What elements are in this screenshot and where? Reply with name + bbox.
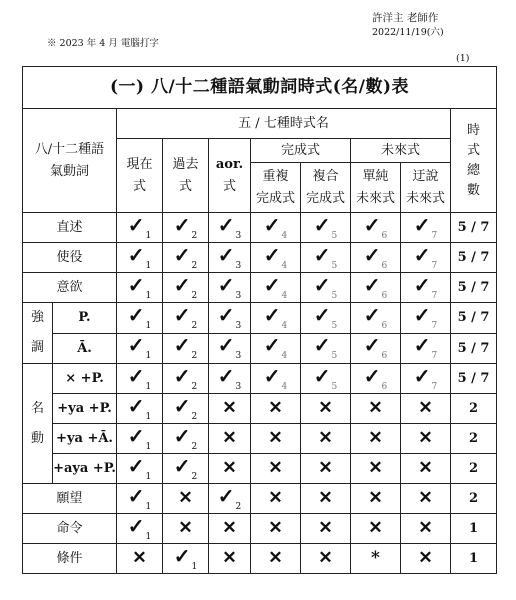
table-cell <box>209 484 251 514</box>
table-cell <box>163 484 209 514</box>
table-cell <box>209 333 251 364</box>
cross-mark: ✕ <box>222 428 237 448</box>
table-cell <box>163 514 209 544</box>
cross-mark: ✕ <box>318 458 333 478</box>
cross-mark: ✕ <box>368 488 383 508</box>
check-mark: $✓_3$ <box>217 363 242 392</box>
check-mark: $✓_4$ <box>263 212 288 241</box>
table-cell <box>117 454 163 484</box>
check-subscript: 6 <box>381 260 388 271</box>
check-subscript: 1 <box>145 471 152 482</box>
table-row <box>23 273 497 303</box>
row-label: 使役 <box>23 243 117 273</box>
cross-mark: ✕ <box>368 458 383 478</box>
check-mark: $✓_5$ <box>313 363 338 392</box>
total-count: 2 <box>451 454 497 484</box>
table-cell <box>163 454 209 484</box>
check-mark: $✓_3$ <box>217 333 242 362</box>
check-subscript: 2 <box>191 381 198 392</box>
table-cell <box>351 454 401 484</box>
tense-table <box>22 66 497 574</box>
table-cell <box>251 333 301 364</box>
check-mark: $✓_3$ <box>217 242 242 271</box>
table-cell <box>117 213 163 243</box>
check-mark: $✓_7$ <box>413 333 438 362</box>
check-mark: $✓_1$ <box>127 333 152 362</box>
table-cell <box>163 544 209 574</box>
table-cell <box>401 424 451 454</box>
table-cell <box>401 243 451 273</box>
check-subscript: 2 <box>191 441 198 452</box>
check-subscript: 1 <box>145 441 152 452</box>
cross-mark: ✕ <box>318 488 333 508</box>
asterisk-mark: * <box>371 548 380 568</box>
check-mark: $✓_1$ <box>173 543 198 572</box>
check-mark: $✓_7$ <box>413 212 438 241</box>
check-mark: $✓_2$ <box>173 363 198 392</box>
cross-mark: ✕ <box>418 518 433 538</box>
cross-mark: ✕ <box>318 548 333 568</box>
check-subscript: 1 <box>145 411 152 422</box>
col-past: 過去 式 <box>163 139 209 213</box>
check-mark: $✓_6$ <box>363 302 388 331</box>
table-cell <box>401 544 451 574</box>
table-cell <box>301 544 351 574</box>
check-subscript: 3 <box>235 320 242 331</box>
table-cell <box>301 243 351 273</box>
check-mark: $✓_2$ <box>173 423 198 452</box>
check-mark: $✓_1$ <box>127 513 152 542</box>
check-mark: $✓_7$ <box>413 242 438 271</box>
cross-mark: ✕ <box>222 518 237 538</box>
cross-mark: ✕ <box>132 548 147 568</box>
check-mark: $✓_6$ <box>363 363 388 392</box>
table-cell <box>251 213 301 243</box>
check-subscript: 7 <box>431 260 438 271</box>
check-mark: $✓_1$ <box>127 393 152 422</box>
row-label: 命令 <box>23 514 117 544</box>
table-row <box>23 303 497 334</box>
table-title: (一) 八/十二種語氣動詞時式(名/數)表 <box>23 67 497 109</box>
check-mark: $✓_4$ <box>263 363 288 392</box>
cross-mark: ✕ <box>368 518 383 538</box>
total-count: 5 / 7 <box>451 273 497 303</box>
total-count: 2 <box>451 424 497 454</box>
check-mark: $✓_1$ <box>127 453 152 482</box>
table-cell <box>351 424 401 454</box>
table-row <box>23 333 497 364</box>
row-label: P. <box>53 303 117 334</box>
check-subscript: 5 <box>331 381 338 392</box>
table-cell <box>401 454 451 484</box>
table-cell <box>209 514 251 544</box>
table-cell <box>401 333 451 364</box>
total-count: 2 <box>451 394 497 424</box>
col-aorist: aor. 式 <box>209 139 251 213</box>
check-subscript: 4 <box>281 260 288 271</box>
check-subscript: 1 <box>145 260 152 271</box>
check-mark: $✓_1$ <box>127 363 152 392</box>
total-count: 5 / 7 <box>451 213 497 243</box>
total-count: 5 / 7 <box>451 243 497 273</box>
check-subscript: 1 <box>145 351 152 362</box>
check-subscript: 5 <box>331 351 338 362</box>
table-cell <box>209 364 251 394</box>
check-mark: $✓_2$ <box>173 333 198 362</box>
table-cell <box>401 273 451 303</box>
check-subscript: 4 <box>281 381 288 392</box>
total-count: 1 <box>451 514 497 544</box>
table-cell <box>401 364 451 394</box>
check-subscript: 4 <box>281 230 288 241</box>
check-mark: $✓_6$ <box>363 333 388 362</box>
check-subscript: 2 <box>191 320 198 331</box>
emphatic-group-label: 強 調 <box>23 303 53 364</box>
check-mark: $✓_5$ <box>313 242 338 271</box>
page-number: (1) <box>456 53 470 64</box>
table-row <box>23 424 497 454</box>
table-cell <box>251 303 301 334</box>
table-cell <box>163 424 209 454</box>
check-subscript: 7 <box>431 381 438 392</box>
table-cell <box>209 424 251 454</box>
cross-mark: ✕ <box>418 548 433 568</box>
check-mark: $✓_7$ <box>413 272 438 301</box>
table-cell <box>401 484 451 514</box>
typing-note: ※ 2023 年 4 月 電腦打字 <box>47 38 159 49</box>
check-mark: $✓_2$ <box>173 242 198 271</box>
table-cell <box>117 394 163 424</box>
col-reduplicated-perfect: 重複 完成式 <box>251 163 301 213</box>
row-label: 願望 <box>23 484 117 514</box>
check-subscript: 2 <box>191 290 198 301</box>
cross-mark: ✕ <box>178 518 193 538</box>
col-simple-future: 單純 未來式 <box>351 163 401 213</box>
total-count: 2 <box>451 484 497 514</box>
table-cell <box>351 213 401 243</box>
row-label: × +P. <box>53 364 117 394</box>
table-cell <box>301 333 351 364</box>
table-cell <box>401 514 451 544</box>
check-subscript: 4 <box>281 351 288 362</box>
check-mark: $✓_1$ <box>127 242 152 271</box>
check-mark: $✓_5$ <box>313 333 338 362</box>
table-cell <box>209 303 251 334</box>
check-mark: $✓_4$ <box>263 302 288 331</box>
author-line: 許洋主 老師作 <box>372 12 439 24</box>
table-row <box>23 454 497 484</box>
check-mark: $✓_6$ <box>363 242 388 271</box>
table-row <box>23 484 497 514</box>
cross-mark: ✕ <box>418 398 433 418</box>
check-subscript: 2 <box>191 411 198 422</box>
check-subscript: 3 <box>235 290 242 301</box>
table-cell <box>301 484 351 514</box>
check-mark: $✓_4$ <box>263 242 288 271</box>
table-cell <box>163 303 209 334</box>
check-subscript: 6 <box>381 381 388 392</box>
table-row <box>23 394 497 424</box>
table-cell <box>251 394 301 424</box>
table-cell <box>117 303 163 334</box>
nominal-group-label: 名 動 <box>23 364 53 484</box>
row-label: +ya +P. <box>53 394 117 424</box>
date-line: 2022/11/19(六) <box>372 27 444 38</box>
table-cell <box>401 213 451 243</box>
check-subscript: 1 <box>145 320 152 331</box>
check-mark: $✓_5$ <box>313 212 338 241</box>
table-row <box>23 364 497 394</box>
table-cell <box>163 213 209 243</box>
table-cell <box>117 484 163 514</box>
check-mark: $✓_6$ <box>363 212 388 241</box>
check-subscript: 5 <box>331 260 338 271</box>
check-subscript: 6 <box>381 351 388 362</box>
check-mark: $✓_7$ <box>413 302 438 331</box>
table-row <box>23 243 497 273</box>
table-cell <box>351 484 401 514</box>
table-cell <box>209 394 251 424</box>
check-subscript: 2 <box>191 260 198 271</box>
total-header: 時 式 總 數 <box>451 109 497 213</box>
table-cell <box>163 394 209 424</box>
check-subscript: 5 <box>331 320 338 331</box>
check-subscript: 1 <box>145 531 152 542</box>
check-mark: $✓_1$ <box>127 483 152 512</box>
check-subscript: 7 <box>431 320 438 331</box>
table-cell <box>163 364 209 394</box>
total-count: 5 / 7 <box>451 364 497 394</box>
table-cell <box>301 213 351 243</box>
check-subscript: 2 <box>235 501 242 512</box>
col-present: 現在 式 <box>117 139 163 213</box>
table-cell <box>351 394 401 424</box>
table-row <box>23 514 497 544</box>
total-count: 1 <box>451 544 497 574</box>
check-mark: $✓_5$ <box>313 272 338 301</box>
table-cell <box>301 424 351 454</box>
table-cell <box>117 273 163 303</box>
row-label: Ā. <box>53 333 117 364</box>
check-subscript: 1 <box>145 381 152 392</box>
table-cell <box>351 303 401 334</box>
row-label: +ya +Ā. <box>53 424 117 454</box>
table-cell <box>209 454 251 484</box>
table-cell <box>117 514 163 544</box>
row-header: 八/十二種語 氣動詞 <box>23 109 117 213</box>
table-cell <box>351 333 401 364</box>
check-subscript: 2 <box>191 230 198 241</box>
check-mark: $✓_3$ <box>217 212 242 241</box>
check-subscript: 3 <box>235 381 242 392</box>
check-mark: $✓_2$ <box>173 393 198 422</box>
table-cell <box>351 243 401 273</box>
check-subscript: 3 <box>235 351 242 362</box>
check-subscript: 7 <box>431 230 438 241</box>
table-cell <box>251 424 301 454</box>
total-count: 5 / 7 <box>451 333 497 364</box>
table-cell <box>351 273 401 303</box>
cross-mark: ✕ <box>222 458 237 478</box>
table-cell <box>301 394 351 424</box>
table-cell <box>351 544 401 574</box>
table-cell <box>251 273 301 303</box>
table-cell <box>251 514 301 544</box>
col-compound-perfect: 複合 完成式 <box>301 163 351 213</box>
check-mark: $✓_5$ <box>313 302 338 331</box>
table-cell <box>251 454 301 484</box>
perfect-group: 完成式 <box>251 139 351 163</box>
check-subscript: 1 <box>191 561 198 572</box>
table-cell <box>209 243 251 273</box>
check-mark: $✓_1$ <box>127 423 152 452</box>
table-cell <box>117 364 163 394</box>
table-cell <box>301 364 351 394</box>
check-mark: $✓_6$ <box>363 272 388 301</box>
check-mark: $✓_3$ <box>217 302 242 331</box>
check-subscript: 5 <box>331 230 338 241</box>
table-cell <box>209 213 251 243</box>
cross-mark: ✕ <box>268 458 283 478</box>
check-mark: $✓_1$ <box>127 212 152 241</box>
check-mark: $✓_4$ <box>263 272 288 301</box>
cross-mark: ✕ <box>368 398 383 418</box>
check-mark: $✓_3$ <box>217 272 242 301</box>
col-periphrastic-future: 迂說 未來式 <box>401 163 451 213</box>
row-label: 直述 <box>23 213 117 243</box>
cross-mark: ✕ <box>318 428 333 448</box>
table-cell <box>301 454 351 484</box>
table-cell <box>117 424 163 454</box>
table-cell <box>163 243 209 273</box>
check-subscript: 6 <box>381 320 388 331</box>
cross-mark: ✕ <box>318 398 333 418</box>
check-mark: $✓_2$ <box>173 453 198 482</box>
check-subscript: 7 <box>431 290 438 301</box>
cross-mark: ✕ <box>418 428 433 448</box>
check-subscript: 2 <box>191 351 198 362</box>
cross-mark: ✕ <box>268 488 283 508</box>
cross-mark: ✕ <box>222 548 237 568</box>
check-subscript: 7 <box>431 351 438 362</box>
table-cell <box>251 484 301 514</box>
table-cell <box>163 333 209 364</box>
check-subscript: 1 <box>145 501 152 512</box>
check-mark: $✓_7$ <box>413 363 438 392</box>
table-cell <box>209 544 251 574</box>
row-label: 條件 <box>23 544 117 574</box>
check-mark: $✓_1$ <box>127 302 152 331</box>
check-subscript: 5 <box>331 290 338 301</box>
table-cell <box>251 364 301 394</box>
cross-mark: ✕ <box>368 428 383 448</box>
check-subscript: 6 <box>381 230 388 241</box>
table-cell <box>209 273 251 303</box>
table-cell <box>117 333 163 364</box>
check-subscript: 6 <box>381 290 388 301</box>
table-cell <box>351 514 401 544</box>
check-subscript: 3 <box>235 230 242 241</box>
total-count: 5 / 7 <box>451 303 497 334</box>
cross-mark: ✕ <box>418 488 433 508</box>
table-cell <box>251 544 301 574</box>
check-mark: $✓_4$ <box>263 333 288 362</box>
future-group: 未來式 <box>351 139 451 163</box>
cross-mark: ✕ <box>268 548 283 568</box>
check-subscript: 3 <box>235 260 242 271</box>
cross-mark: ✕ <box>268 398 283 418</box>
cross-mark: ✕ <box>268 428 283 448</box>
table-cell <box>401 394 451 424</box>
cross-mark: ✕ <box>178 488 193 508</box>
table-cell <box>401 303 451 334</box>
check-mark: $✓_2$ <box>173 212 198 241</box>
table-cell <box>117 243 163 273</box>
cross-mark: ✕ <box>318 518 333 538</box>
check-subscript: 2 <box>191 471 198 482</box>
table-cell <box>163 273 209 303</box>
table-cell <box>301 273 351 303</box>
table-row <box>23 544 497 574</box>
table-row <box>23 213 497 243</box>
row-label: 意欲 <box>23 273 117 303</box>
table-cell <box>301 303 351 334</box>
table-cell <box>301 514 351 544</box>
check-mark: $✓_2$ <box>173 302 198 331</box>
check-subscript: 4 <box>281 320 288 331</box>
check-mark: $✓_2$ <box>217 483 242 512</box>
cross-mark: ✕ <box>222 398 237 418</box>
cross-mark: ✕ <box>418 458 433 478</box>
check-subscript: 4 <box>281 290 288 301</box>
table-cell <box>251 243 301 273</box>
table-cell <box>351 364 401 394</box>
table-cell <box>117 544 163 574</box>
check-mark: $✓_2$ <box>173 272 198 301</box>
check-subscript: 1 <box>145 290 152 301</box>
check-mark: $✓_1$ <box>127 272 152 301</box>
row-label: +aya +P. <box>53 454 117 484</box>
cross-mark: ✕ <box>268 518 283 538</box>
check-subscript: 1 <box>145 230 152 241</box>
tense-group-header: 五 / 七種時式名 <box>117 109 451 139</box>
